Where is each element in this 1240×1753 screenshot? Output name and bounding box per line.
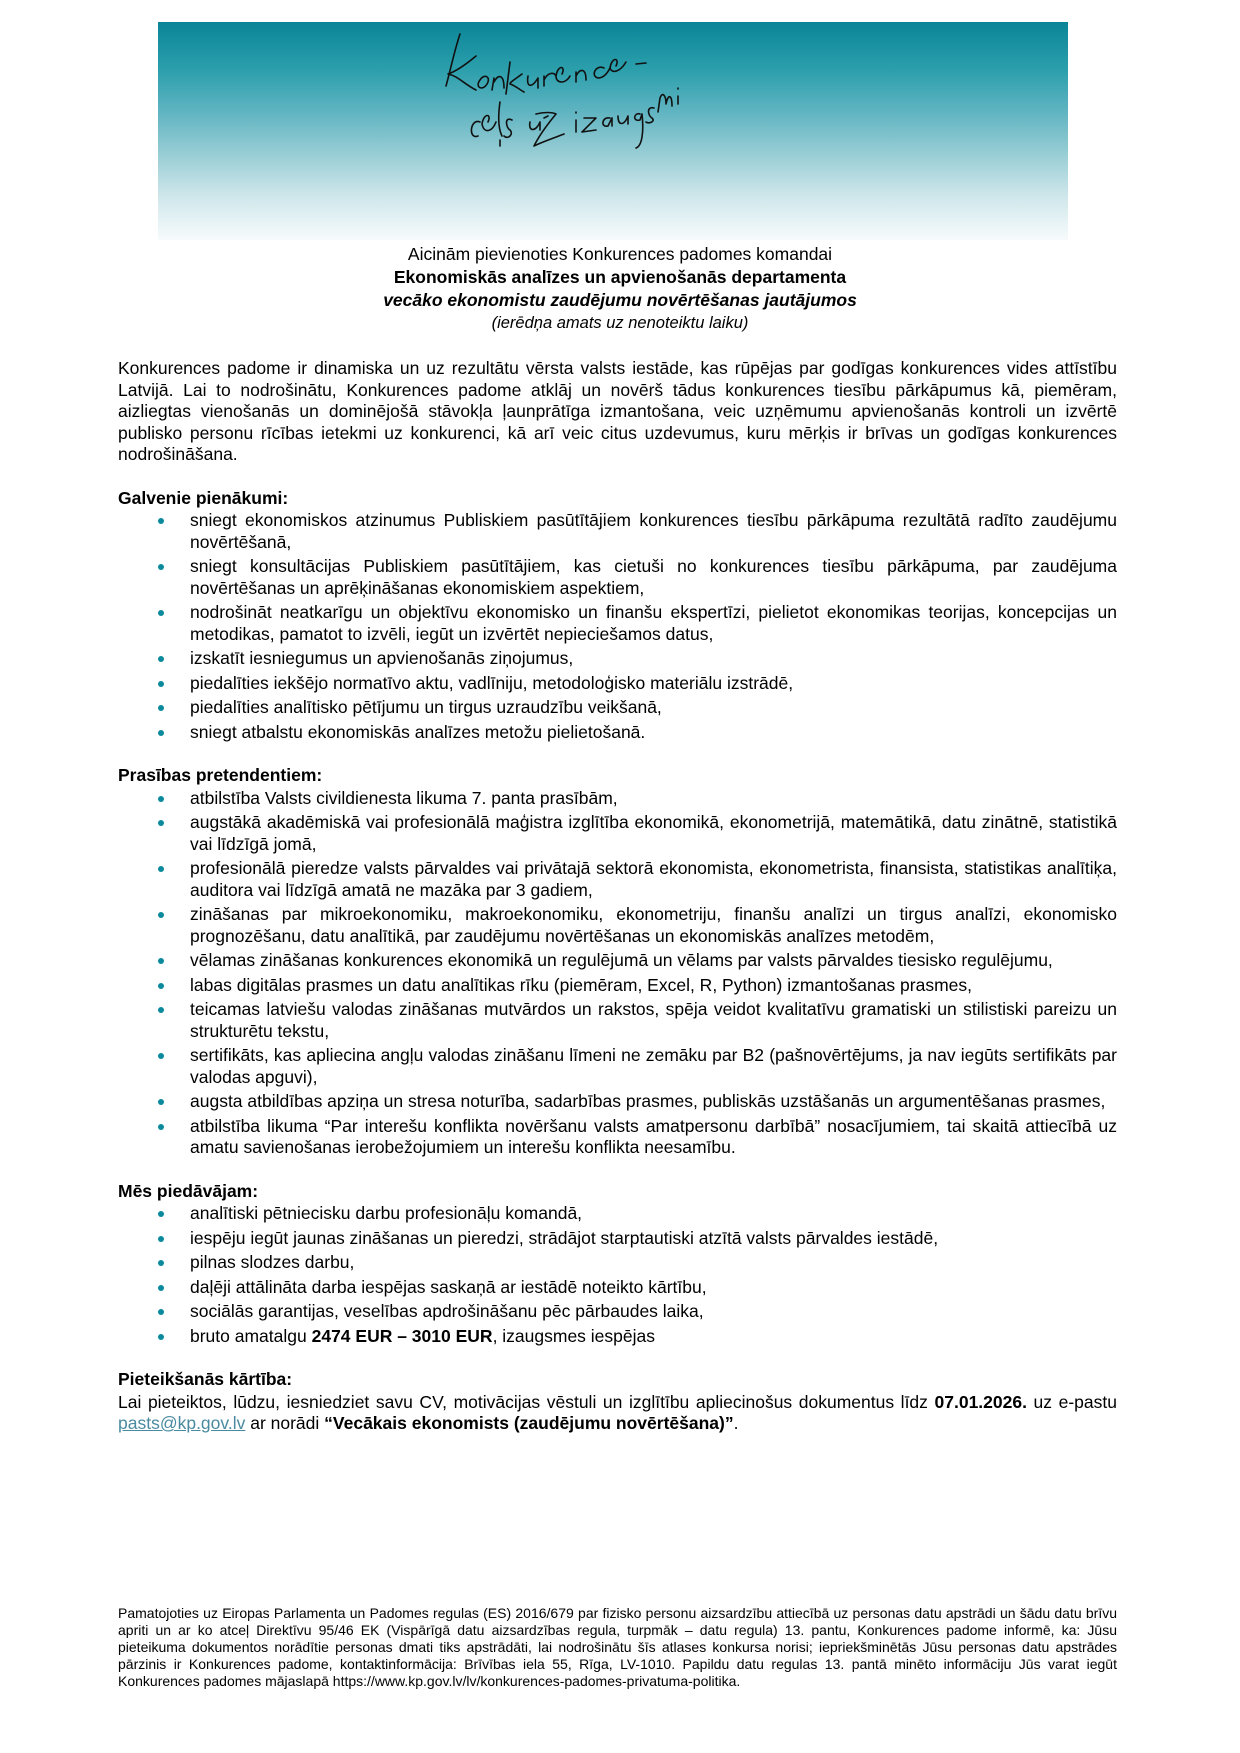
requirements-heading: Prasības pretendentiem:: [118, 765, 323, 785]
bullet-icon: [158, 610, 164, 616]
list-item: analītiski pētniecisku darbu profesionāļu komandā,: [118, 1203, 1117, 1225]
list-item: izskatīt iesniegumus un apvienošanās ziņojumus,: [118, 648, 1117, 670]
list-item: augstākā akadēmiskā vai profesionālā maģistra izglītība ekonomikā, ekonometrijā, matemātikā, datu zinātnē, statistikā vai līdzīgā jomā,: [118, 812, 1117, 855]
list-item: atbilstība likuma “Par interešu konflikta novēršanu valsts amatpersonu darbībā” nosacījumiem, tai skaitā attiecībā uz amatu savienošanas ierobežojumiem un interešu konflikta neesamību.: [118, 1116, 1117, 1159]
document-body: [118, 358, 1117, 1435]
bullet-icon: [158, 518, 164, 524]
job-title-block: [0, 243, 1240, 335]
application-deadline: 07.01.2026.: [934, 1391, 1027, 1412]
department-name: Ekonomiskās analīzes un apvienošanās departamenta: [393, 267, 847, 287]
list-item: augsta atbildības apziņa un stresa noturība, sadarbības prasmes, publiskās uzstāšanās un argumentēšanas prasmes,: [118, 1091, 1117, 1113]
position-title: vecāko ekonomistu zaudējumu novērtēšanas jautājumos: [383, 290, 857, 310]
privacy-footer: [118, 1605, 1117, 1690]
list-item: iespēju iegūt jaunas zināšanas un pieredzi, strādājot starptautiski atzītā valsts pārvaldes iestādē,: [118, 1228, 1117, 1250]
application-instructions: Lai pieteiktos, lūdzu, iesniedziet savu CV, motivācijas vēstuli un izglītību apliecinošus dokumentus līdz 07.01.2026. uz e-pastu pasts@kp.gov.lv ar norādi “Vecākais ekonomists (zaudējumu novērtēšana)”.: [118, 1391, 1117, 1433]
list-item: zināšanas par mikroekonomiku, makroekonomiku, ekonometriju, finanšu analīzi un tirgus analīzi, ekonomisko prognozēšanu, datu analītikā, par zaudējumu novērtēšanas un ekonomiskās analīzes metodēm,: [118, 904, 1117, 947]
salary-range: 2474 EUR – 3010 EUR: [311, 1325, 493, 1346]
list-item: profesionālā pieredze valsts pārvaldes vai privātajā sektorā ekonomista, ekonometrista, finansista, statistikas analītiķa, auditora vai līdzīgā amatā ne mazāka par 3 gadiem,: [118, 858, 1117, 901]
bullet-icon: [158, 1053, 164, 1059]
list-item: sniegt atbalstu ekonomiskās analīzes metožu pielietošanā.: [118, 722, 1117, 744]
bullet-icon: [158, 681, 164, 687]
requirements-section: [118, 765, 1117, 1159]
privacy-notice: Pamatojoties uz Eiropas Parlamenta un Padomes regulas (ES) 2016/679 par fizisko personu aizsardzību attiecībā uz personas datu apstrādi un šādu datu brīvu apriti un ar ko atceļ Direktīvu 95/46 EK (Vispārīgā datu aizsardzības regula, turpmāk – datu regula) 13. pantu, Konkurences padome informē, ka: Jūsu pieteikuma dokumentos norādītie personas dmati tiks apstrādāti, lai nodrošinātu šīs atlases konkursa norisi; iepriekšminētās Jūsu personas datu apstrādes pārzinis ir Konkurences padome, kontaktinformācija: Brīvības iela 55, Rīga, LV-1010. Papildu datu regulas 13. pantā minēto informāciju Jūs varat iegūt Konkurences padomes mājaslapā https://www.kp.gov.lv/lv/konkurences-padomes-privatuma-politika.: [118, 1605, 1117, 1689]
list-item: nodrošināt neatkarīgu un objektīvu ekonomisko un finanšu ekspertīzi, pielietot ekonomikas teorijas, koncepcijas un metodikas, pamatot to izvēli, iegūt un izvērtēt nepieciešamos datus,: [118, 602, 1117, 645]
list-item: atbilstība Valsts civildienesta likuma 7. panta prasībām,: [118, 788, 1117, 810]
header-banner: [158, 22, 1068, 240]
invitation-line: Aicinām pievienoties Konkurences padomes komandai: [407, 244, 833, 264]
list-item: sociālās garantijas, veselības apdrošināšanu pēc pārbaudes laika,: [118, 1301, 1117, 1323]
bullet-icon: [158, 730, 164, 736]
email-subject: “Vecākais ekonomists (zaudējumu novērtēšana)”: [324, 1413, 734, 1433]
bullet-icon: [158, 983, 164, 989]
list-item: pilnas slodzes darbu,: [118, 1252, 1117, 1274]
list-item: piedalīties iekšējo normatīvo aktu, vadlīniju, metodoloģisko materiālu izstrādē,: [118, 673, 1117, 695]
duties-list: [118, 510, 1117, 743]
bullet-icon: [158, 1260, 164, 1266]
bullet-icon: [158, 1007, 164, 1013]
application-heading: Pieteikšanās kārtība:: [118, 1369, 293, 1389]
list-item: sniegt ekonomiskos atzinumus Publiskiem pasūtītājiem konkurences tiesību pārkāpuma rezultātā radīto zaudējumu novērtēšanā,: [118, 510, 1117, 553]
bullet-icon: [158, 1124, 164, 1130]
list-item: daļēji attālināta darba iespējas saskaņā ar iestādē noteikto kārtību,: [118, 1277, 1117, 1299]
bullet-icon: [158, 1211, 164, 1217]
bullet-icon: [158, 912, 164, 918]
list-item: sniegt konsultācijas Publiskiem pasūtītājiem, kas cietuši no konkurences tiesību pārkāpuma, par zaudējuma novērtēšanas un aprēķināšanas ekonomiskiem aspektiem,: [118, 556, 1117, 599]
email-link[interactable]: pasts@kp.gov.lv: [118, 1413, 246, 1433]
handwritten-slogan-graphic: [158, 22, 1068, 240]
bullet-icon: [158, 796, 164, 802]
bullet-icon: [158, 866, 164, 872]
salary-item: bruto amatalgu 2474 EUR – 3010 EUR, izaugsmes iespējas: [118, 1326, 1117, 1348]
list-item: teicamas latviešu valodas zināšanas mutvārdos un rakstos, spēja veidot kvalitatīvu gramatiski un stilistiski pareizu un strukturētu tekstu,: [118, 999, 1117, 1042]
application-section: [118, 1369, 1117, 1435]
offer-heading: Mēs piedāvājam:: [118, 1180, 259, 1201]
list-item: sertifikāts, kas apliecina angļu valodas zināšanu līmeni ne zemāku par B2 (pašnovērtējums, ja nav iegūts sertifikāts par valodas apguvi),: [118, 1045, 1117, 1088]
list-item: piedalīties analītisko pētījumu un tirgus uzraudzību veikšanā,: [118, 697, 1117, 719]
list-item: vēlamas zināšanas konkurences ekonomikā un regulējumā un vēlams par valsts pārvaldes tiesisko regulējumu,: [118, 950, 1117, 972]
duties-section: [118, 488, 1117, 744]
bullet-icon: [158, 1334, 164, 1340]
bullet-icon: [158, 1285, 164, 1291]
bullet-icon: [158, 1236, 164, 1242]
bullet-icon: [158, 958, 164, 964]
duties-heading: Galvenie pienākumi:: [118, 487, 289, 508]
requirements-list: [118, 788, 1117, 1159]
offer-section: [118, 1181, 1117, 1348]
list-item: labas digitālas prasmes un datu analītikas rīku (piemēram, Excel, R, Python) izmantošanas prasmes,: [118, 975, 1117, 997]
bullet-icon: [158, 820, 164, 826]
bullet-icon: [158, 656, 164, 662]
bullet-icon: [158, 564, 164, 570]
offer-list: [118, 1203, 1117, 1347]
position-type: (ierēdņa amats uz nenoteiktu laiku): [491, 314, 749, 332]
bullet-icon: [158, 1309, 164, 1315]
bullet-icon: [158, 1099, 164, 1105]
bullet-icon: [158, 705, 164, 711]
organization-description: Konkurences padome ir dinamiska un uz rezultātu vērsta valsts iestāde, kas rūpējas par godīgas konkurences vides attīstību Latvijā. Lai to nodrošinātu, Konkurences padome atklāj un novērš tādus konkurences tiesību pārkāpumus kā, piemēram, aizliegtas vienošanās un dominējošā stāvokļa ļaunprātīga izmantošana, veic uzņēmumu apvienošanās kontroli un izvērtē publisko personu rīcības ietekmi uz konkurenci, kā arī veic citus uzdevumus, kuru mērķis ir brīvas un godīgas konkurences nodrošināšana.: [118, 358, 1117, 464]
